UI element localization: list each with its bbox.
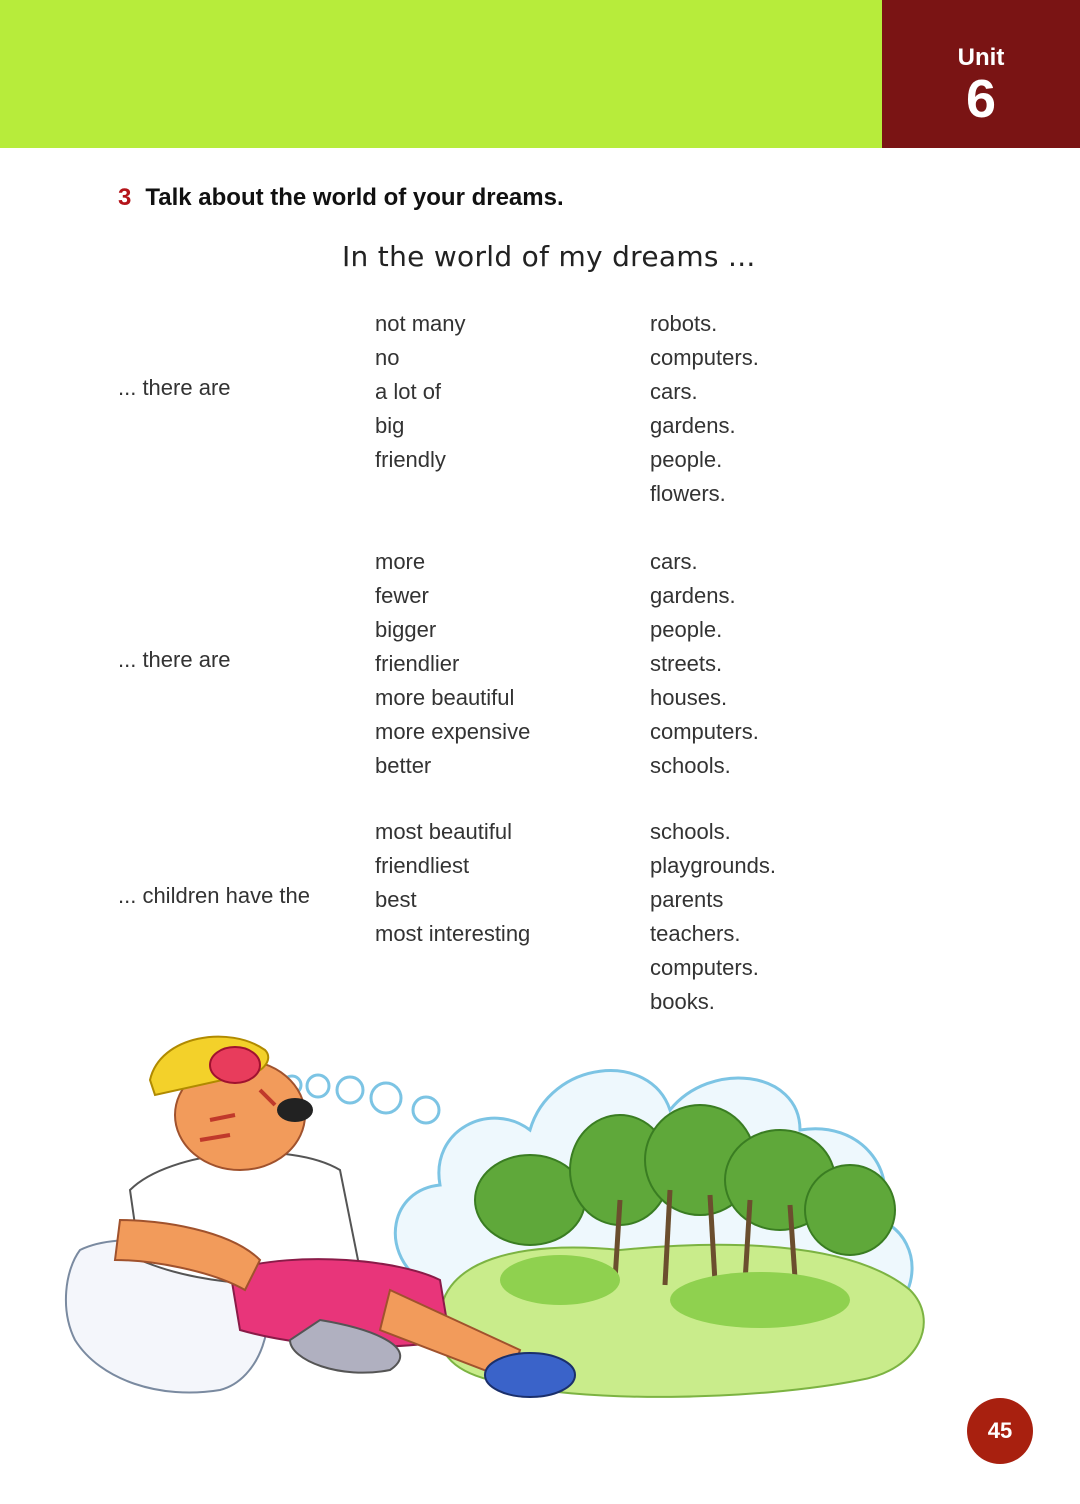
noun-item: books. <box>650 989 715 1014</box>
modifier-item: friendliest <box>375 853 470 878</box>
noun-item: flowers. <box>650 481 726 506</box>
modifier-item: better <box>375 753 432 778</box>
modifier-item: a lot of <box>375 379 442 404</box>
modifier-item: best <box>375 887 417 912</box>
noun-column <box>650 545 759 783</box>
noun-item: playgrounds. <box>650 853 776 878</box>
noun-item: cars. <box>650 379 698 404</box>
modifier-item: more <box>375 549 426 574</box>
group-stem: ... children have the <box>118 883 311 908</box>
noun-item: computers. <box>650 345 759 370</box>
noun-item: people. <box>650 447 723 472</box>
noun-item: gardens. <box>650 413 736 438</box>
noun-column <box>650 307 759 511</box>
noun-item: computers. <box>650 719 759 744</box>
group-stem: ... there are <box>118 375 231 400</box>
noun-item: computers. <box>650 955 759 980</box>
noun-item: schools. <box>650 819 731 844</box>
noun-item: houses. <box>650 685 728 710</box>
group-stem: ... there are <box>118 647 231 672</box>
unit-label: Unit <box>957 44 1005 71</box>
exercise-subtitle: In the world of my dreams ... <box>342 240 756 273</box>
noun-item: schools. <box>650 753 731 778</box>
modifier-item: most interesting <box>375 921 531 946</box>
modifier-item: fewer <box>375 583 429 608</box>
modifier-item: no <box>375 345 400 370</box>
modifier-item: most beautiful <box>375 819 512 844</box>
modifier-item: friendlier <box>375 651 460 676</box>
exercise-heading <box>118 184 564 212</box>
modifier-item: more beautiful <box>375 685 515 710</box>
dream-illustration <box>60 1020 960 1420</box>
exercise-instruction: Talk about the world of your dreams. <box>145 184 564 211</box>
modifier-column <box>375 815 530 951</box>
modifier-item: more expensive <box>375 719 531 744</box>
exercise-number: 3 <box>118 184 132 211</box>
unit-number: 6 <box>965 69 997 129</box>
header-band <box>0 0 882 148</box>
noun-item: streets. <box>650 651 723 676</box>
unit-tab <box>882 0 1080 148</box>
noun-column <box>650 815 776 1019</box>
modifier-item: bigger <box>375 617 437 642</box>
noun-item: gardens. <box>650 583 736 608</box>
page-number-badge: 45 <box>967 1398 1033 1464</box>
noun-item: robots. <box>650 311 718 336</box>
noun-item: teachers. <box>650 921 741 946</box>
modifier-column <box>375 545 530 783</box>
modifier-item: big <box>375 413 405 438</box>
modifier-column <box>375 307 466 477</box>
noun-item: parents <box>650 887 724 912</box>
modifier-item: friendly <box>375 447 446 472</box>
noun-item: people. <box>650 617 723 642</box>
noun-item: cars. <box>650 549 698 574</box>
modifier-item: not many <box>375 311 466 336</box>
